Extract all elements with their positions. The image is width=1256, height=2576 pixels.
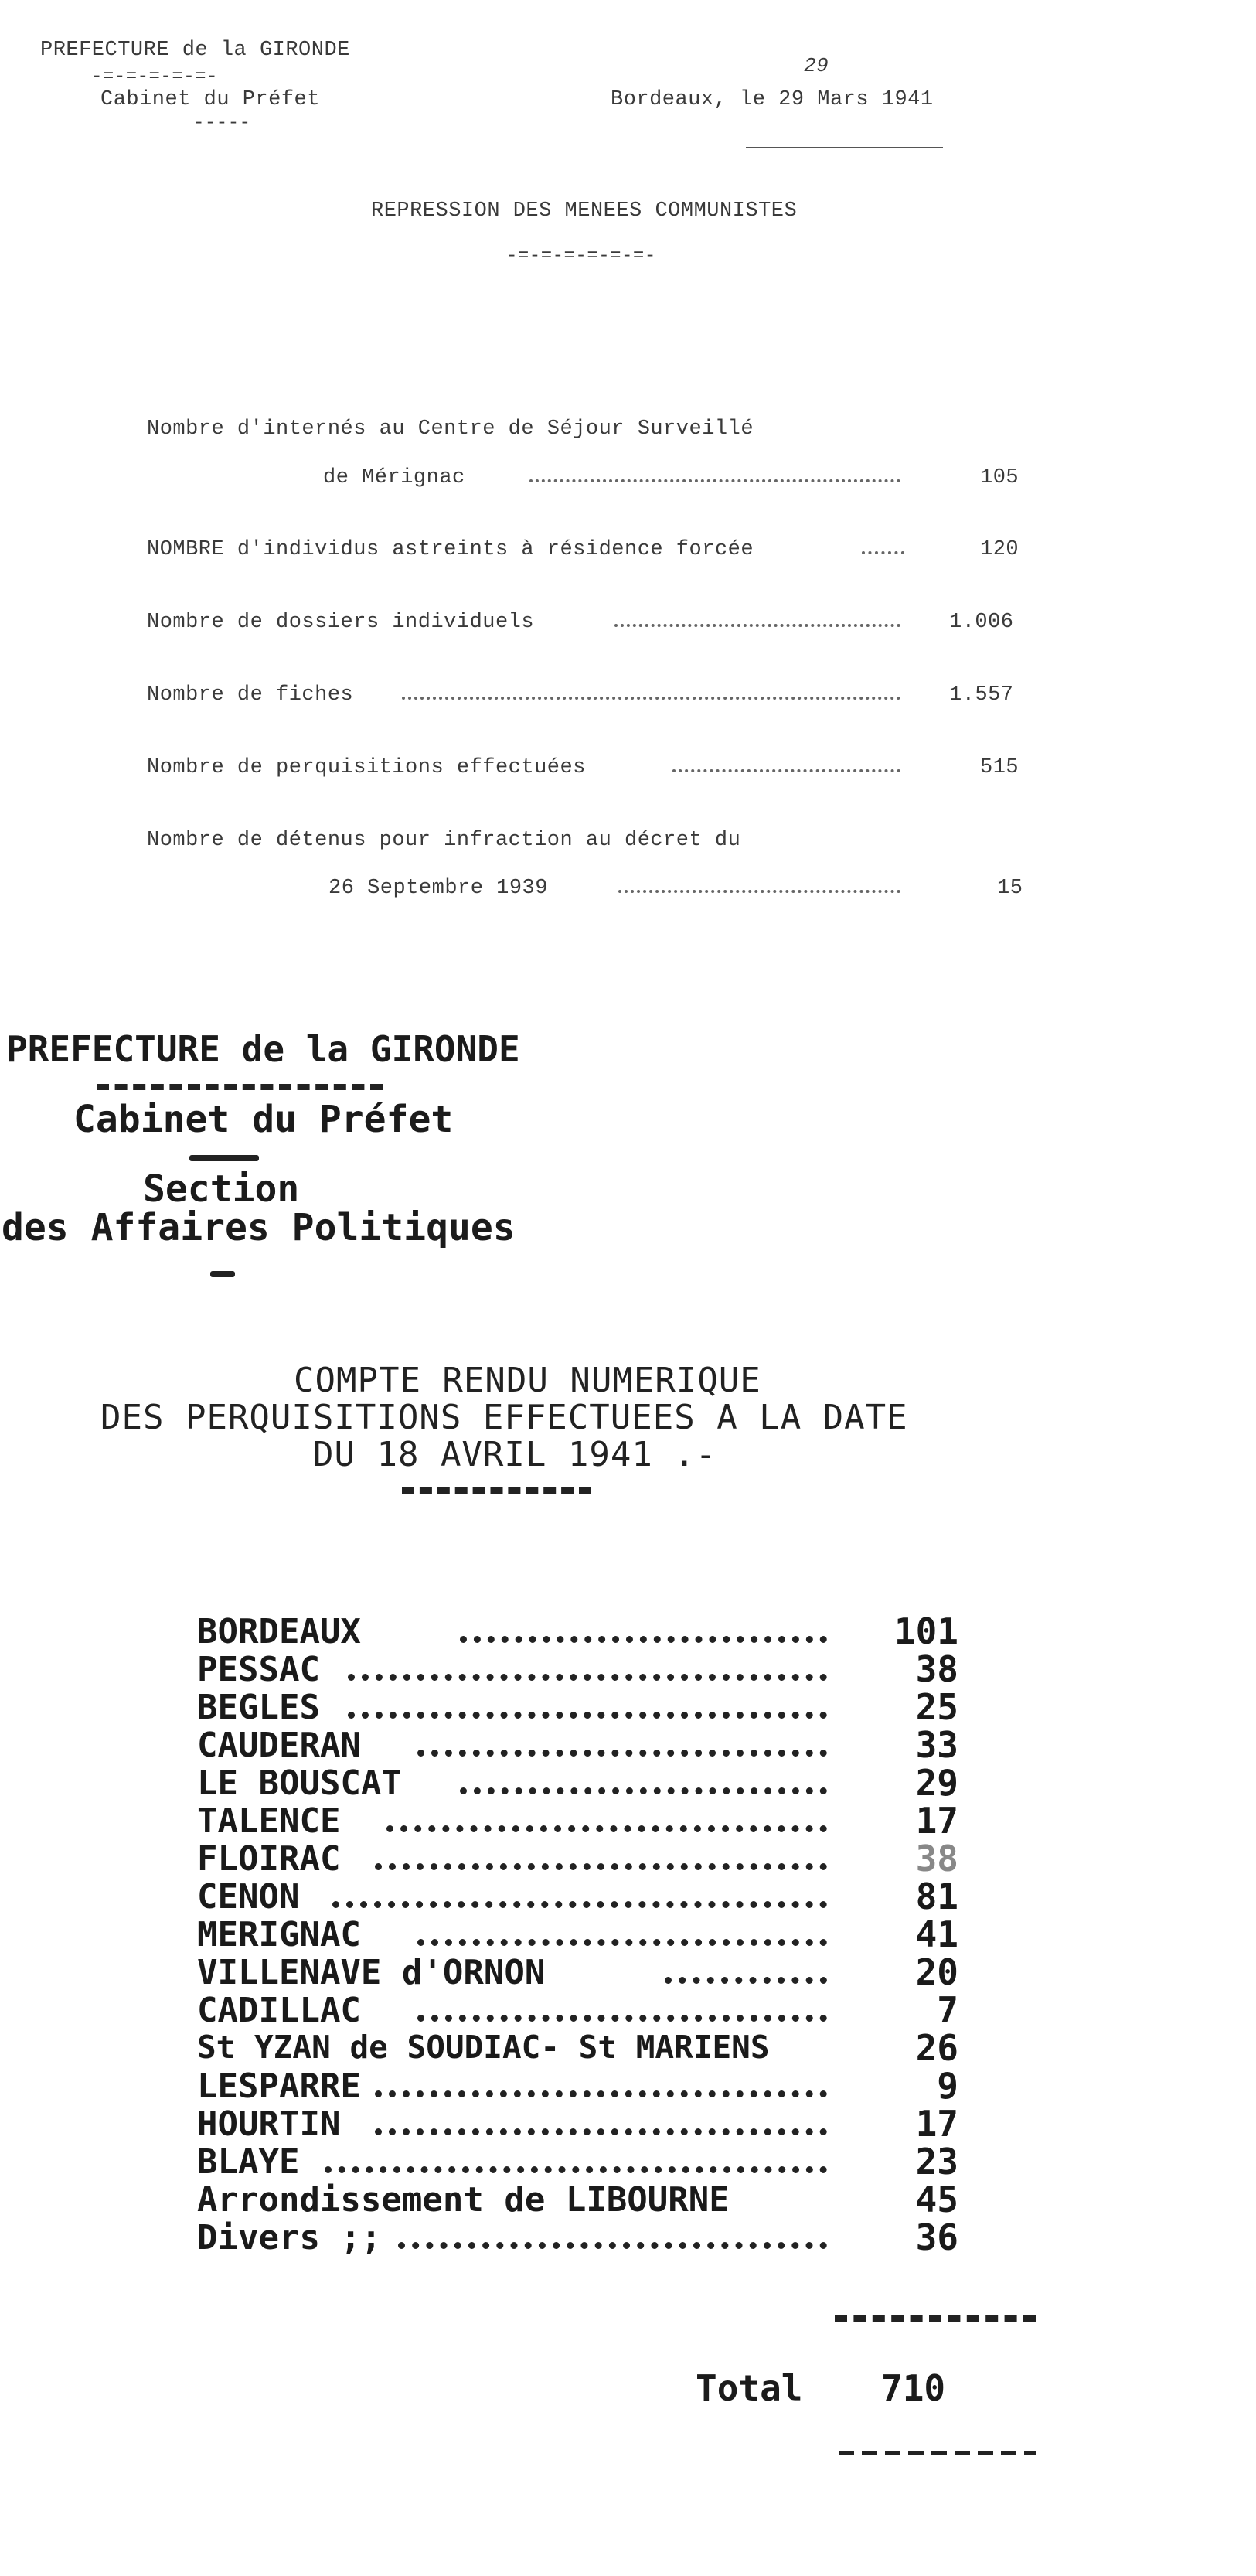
title-separator [402,1487,591,1494]
report-title-line-3: DU 18 AVRIL 1941 .- [313,1435,717,1474]
dot-leader [417,1750,827,1757]
dot-leader [402,697,900,700]
place-name: Divers ;; [197,2218,382,2257]
place-name: TALENCE [197,1801,341,1841]
header-separator: -=-=-=-=-=- [91,66,218,87]
place-count: 38 [915,1838,958,1879]
place-name: LE BOUSCAT [197,1763,402,1803]
dot-leader [460,1787,827,1794]
place-name: CENON [197,1877,300,1917]
place-count: 38 [915,1648,958,1690]
place-name: LESPARRE [197,2067,361,2106]
dot-leader [665,1977,827,1984]
cabinet-label: Cabinet du Préfet [100,88,320,111]
place-count: 9 [937,2065,958,2107]
place-name: BEGLES [197,1688,320,1727]
place-count: 7 [937,1989,958,2031]
report-title-line-2: DES PERQUISITIONS EFFECTUEES A LA DATE [100,1398,908,1437]
place-name: BORDEAUX [197,1612,361,1651]
dot-leader [348,1712,827,1719]
dot-leader [332,1901,827,1908]
total-label: Total [696,2367,803,2409]
place-name: MERIGNAC [197,1915,361,1954]
place-name: VILLENAVE d'ORNON [197,1953,546,1992]
affaires-politiques-label: des Affaires Politiques [2,1206,516,1249]
place-count: 81 [915,1876,958,1917]
dot-leader [672,769,900,772]
total-value: 710 [881,2367,946,2409]
place-name: St YZAN de SOUDIAC- St MARIENS [197,2029,770,2066]
dot-leader [618,890,900,893]
place-name: HOURTIN [197,2104,341,2144]
place-count: 36 [915,2217,958,2258]
dot-leader [529,479,900,482]
stat-value: 105 [980,466,1019,489]
place-count: 17 [915,1800,958,1842]
document-title: REPRESSION DES MENEES COMMUNISTES [371,199,798,223]
handwritten-annotation: 29 [804,54,829,77]
place-count: 29 [915,1762,958,1804]
dot-leader [375,1863,827,1870]
dot-leader [348,1674,827,1681]
stat-value: 1.557 [949,683,1014,707]
dot-leader [460,1636,827,1643]
stat-label: Nombre de perquisitions effectuées [147,756,586,779]
place-count: 17 [915,2103,958,2145]
place-count: 33 [915,1724,958,1766]
dot-leader [417,2015,827,2022]
stat-value: 1.006 [949,611,1014,634]
dot-leader [614,624,900,627]
place-name: PESSAC [197,1650,320,1689]
section-label: Section [143,1167,300,1211]
dot-leader [417,1939,827,1946]
stat-value: 120 [980,538,1019,561]
place-count: 25 [915,1686,958,1728]
dot-leader [386,1825,827,1832]
stat-label-continued: de Mérignac [323,466,465,489]
date-underline [746,147,943,148]
dot-leader [398,2242,827,2249]
place-name: BLAYE [197,2142,300,2182]
section-separator [210,1271,235,1277]
stat-label: Nombre d'internés au Centre de Séjour Surveillé [147,417,754,441]
dot-leader [375,2128,827,2135]
dot-leader [325,2166,827,2173]
header-separator [97,1084,383,1090]
title-separator: -=-=-=-=-=-=- [506,246,656,267]
place-count: 101 [893,1610,958,1652]
place-count: 20 [915,1951,958,1993]
prefecture-header: PREFECTURE de la GIRONDE [6,1028,520,1070]
total-double-underline [839,2451,1036,2455]
place-count: 45 [915,2179,958,2220]
stat-label: NOMBRE d'individus astreints à résidence forcée [147,538,754,561]
total-rule [835,2315,1036,2322]
dot-leader [862,551,904,554]
cabinet-separator: ----- [193,113,251,134]
place-name: FLOIRAC [197,1839,341,1879]
stat-label: Nombre de fiches [147,683,354,707]
stat-value: 515 [980,756,1019,779]
place-date: Bordeaux, le 29 Mars 1941 [611,88,934,111]
stat-label: Nombre de détenus pour infraction au décret du [147,829,741,852]
cabinet-label: Cabinet du Préfet [73,1098,454,1141]
stat-value: 15 [997,877,1023,900]
place-name: CAUDERAN [197,1726,361,1765]
place-count: 41 [915,1913,958,1955]
place-name: Arrondissement de LIBOURNE [197,2180,730,2220]
report-title-line-1: COMPTE RENDU NUMERIQUE [294,1361,761,1400]
prefecture-header: PREFECTURE de la GIRONDE [40,39,350,62]
stat-label-continued: 26 Septembre 1939 [328,877,548,900]
place-count: 26 [915,2027,958,2069]
stat-label: Nombre de dossiers individuels [147,611,535,634]
cabinet-separator [189,1155,259,1161]
place-count: 23 [915,2141,958,2182]
dot-leader [375,2090,827,2097]
place-name: CADILLAC [197,1991,361,2030]
